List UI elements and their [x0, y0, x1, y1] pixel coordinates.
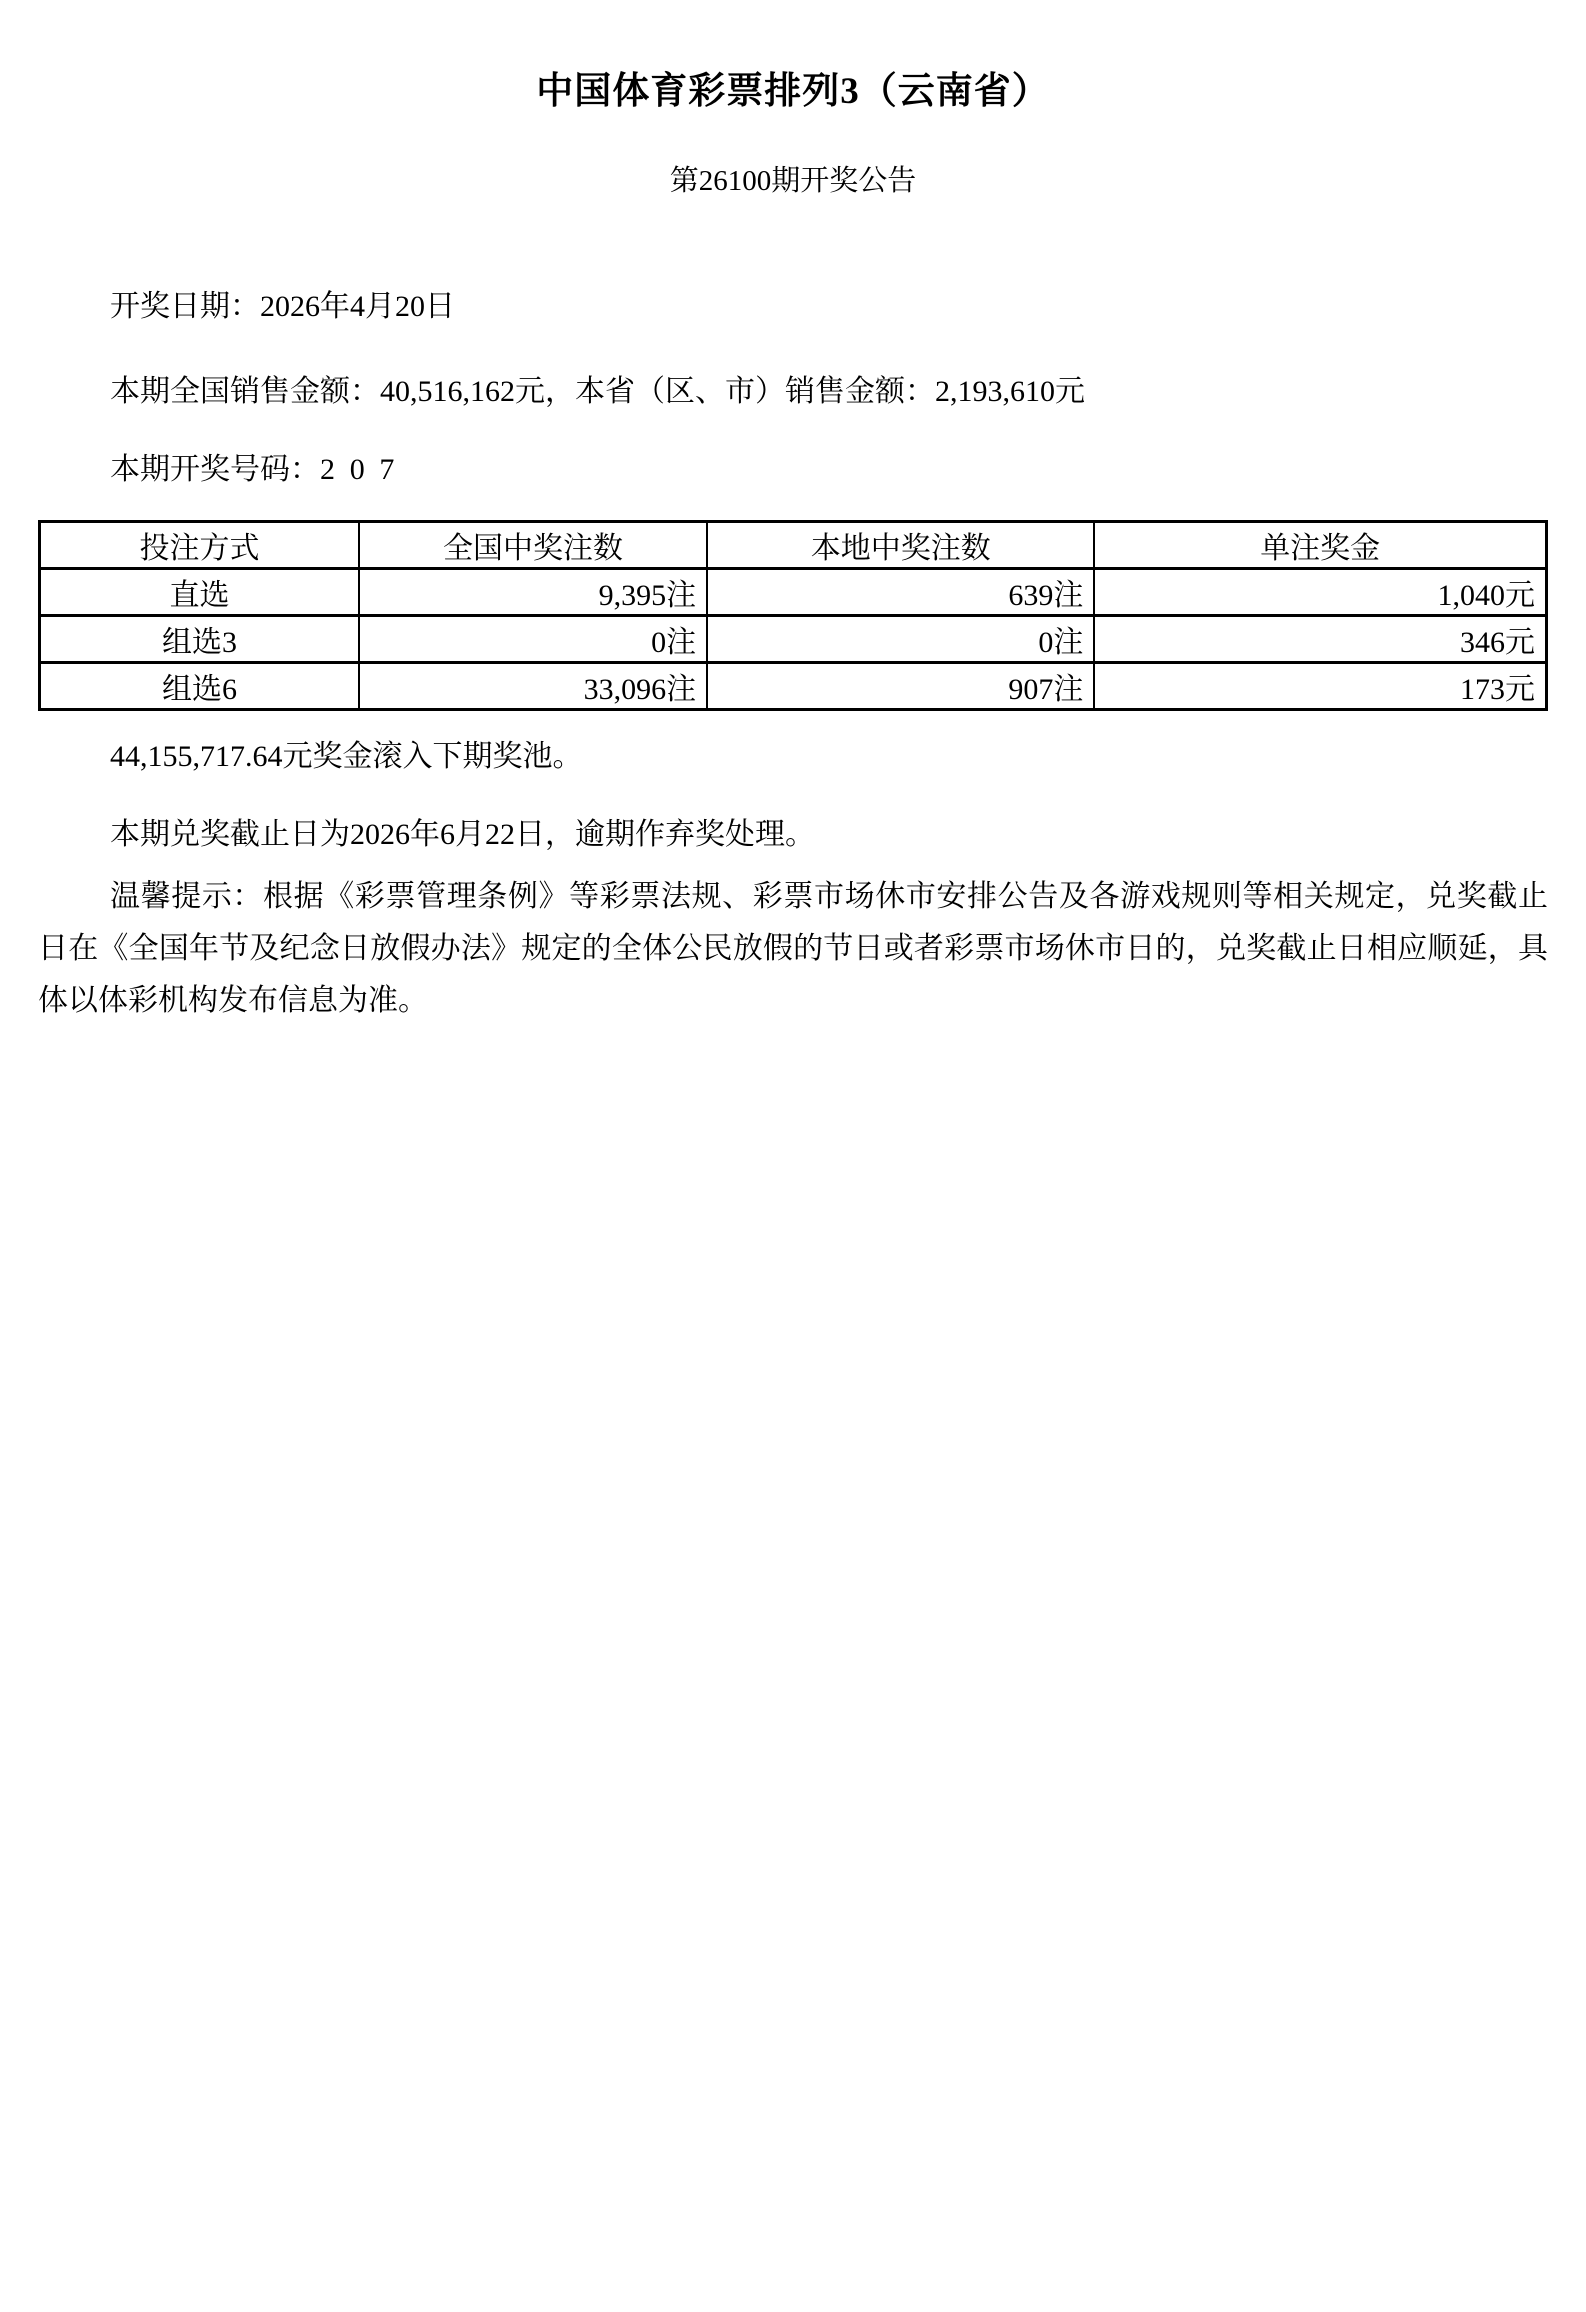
- sales-amount-line: 本期全国销售金额：40,516,162元，本省（区、市）销售金额：2,193,610元: [110, 375, 1085, 409]
- winning-numbers: 2 0 7: [320, 453, 398, 487]
- local-winners-cell: 0注: [707, 616, 1094, 663]
- local-winners-cell: 907注: [707, 663, 1094, 710]
- winning-numbers-label: 本期开奖号码：: [110, 453, 320, 487]
- rollover-line: 44,155,717.64元奖金滚入下期奖池。: [110, 740, 583, 774]
- bet-method-cell: 组选3: [40, 616, 359, 663]
- local-winners-cell: 639注: [707, 569, 1094, 616]
- draw-date-line: 开奖日期：2026年4月20日: [110, 290, 455, 324]
- header-bet-method: 投注方式: [40, 522, 359, 569]
- national-winners-cell: 0注: [359, 616, 707, 663]
- bet-method-cell: 直选: [40, 569, 359, 616]
- single-prize-cell: 1,040元: [1094, 569, 1546, 616]
- deadline-line: 本期兑奖截止日为2026年6月22日，逾期作弃奖处理。: [110, 818, 815, 852]
- single-prize-cell: 346元: [1094, 616, 1546, 663]
- national-winners-cell: 33,096注: [359, 663, 707, 710]
- table-row: [40, 616, 1547, 663]
- single-prize-cell: 173元: [1094, 663, 1546, 710]
- header-national-winners: 全国中奖注数: [359, 522, 707, 569]
- table-row: [40, 569, 1547, 616]
- announcement-page: [0, 70, 1586, 2312]
- table-row: [40, 663, 1547, 710]
- page-subtitle: 第26100期开奖公告: [669, 165, 917, 198]
- winning-numbers-line: [38, 450, 1548, 490]
- national-winners-cell: 9,395注: [359, 569, 707, 616]
- header-local-winners: 本地中奖注数: [707, 522, 1094, 569]
- prize-table-header-row: [40, 522, 1547, 569]
- prize-table: [38, 520, 1548, 711]
- bet-method-cell: 组选6: [40, 663, 359, 710]
- page-title: 中国体育彩票排列3（云南省）: [536, 71, 1050, 112]
- tips-paragraph: 温馨提示：根据《彩票管理条例》等彩票法规、彩票市场休市安排公告及各游戏规则等相关规定，兑奖截止日在《全国年节及纪念日放假办法》规定的全体公民放假的节日或者彩票市场休市日的，兑奖截止日相应顺延，具体以体彩机构发布信息为准。: [38, 880, 1548, 1018]
- header-single-prize: 单注奖金: [1094, 522, 1546, 569]
